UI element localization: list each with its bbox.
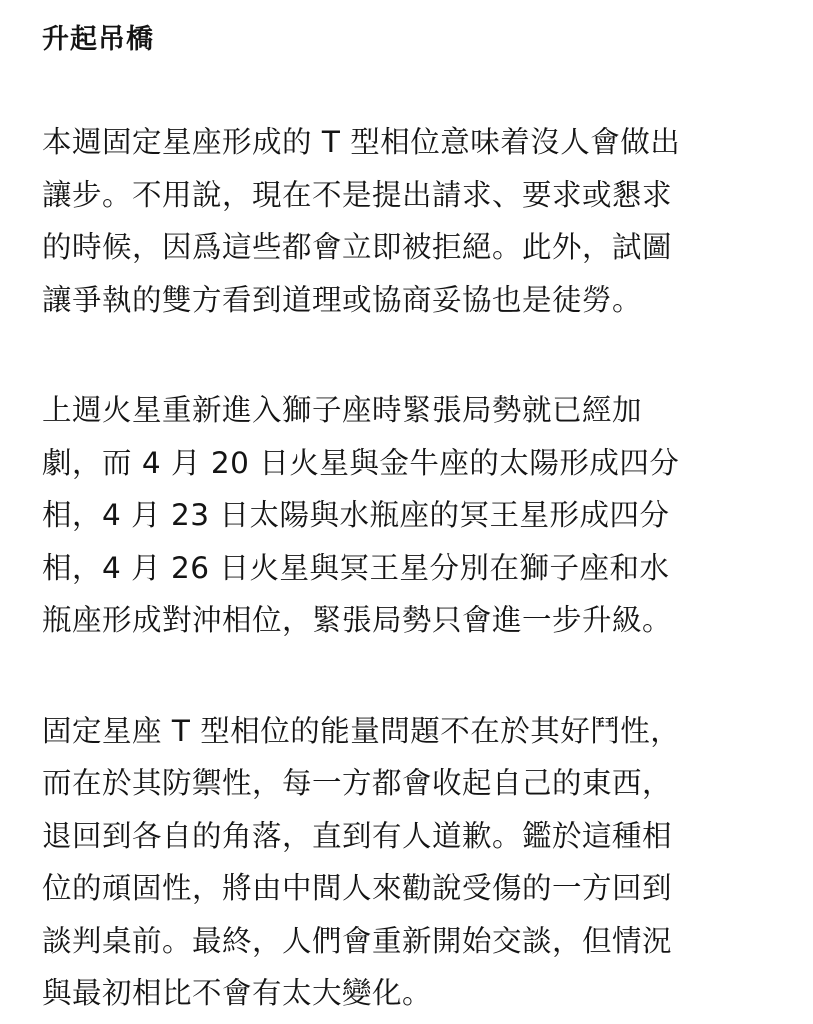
paragraph-line: 本週固定星座形成的 T 型相位意味着沒人會做出 [42, 125, 681, 159]
paragraph-line: 讓步。不用說，現在不是提出請求、要求或懇求 [42, 177, 673, 212]
paragraph-1 [42, 116, 775, 326]
paragraph-line: 固定星座 T 型相位的能量問題不在於其好鬥性， [42, 713, 681, 748]
paragraph-line: 上週火星重新進入獅子座時緊張局勢就已經加 [42, 393, 643, 427]
paragraph-line: 瓶座形成對沖相位，緊張局勢只會進一步升級。 [42, 603, 673, 637]
paragraph-line: 而在於其防禦性，每一方都會收起自己的東西， [42, 766, 673, 800]
paragraph-line: 的時候，因爲這些都會立即被拒絕。此外，試圖 [42, 230, 673, 264]
paragraph-line: 相，4 月 26 日火星與冥王星分別在獅子座和水 [42, 550, 670, 585]
article-title: 升起吊橋 [42, 24, 154, 55]
paragraph-line: 讓爭執的雙方看到道理或協商妥協也是徒勞。 [42, 282, 643, 317]
paragraph-line: 位的頑固性，將由中間人來勸說受傷的一方回到 [42, 871, 673, 905]
paragraph-line: 劇，而 4 月 20 日火星與金牛座的太陽形成四分 [42, 445, 680, 480]
paragraph-line: 相，4 月 23 日太陽與水瓶座的冥王星形成四分 [42, 498, 670, 532]
paragraph-line: 退回到各自的角落，直到有人道歉。鑑於這種相 [42, 818, 673, 853]
paragraph-line: 談判桌前。最終，人們會重新開始交談，但情況 [42, 923, 673, 958]
paragraph-line: 與最初相比不會有太大變化。 [42, 976, 433, 1010]
paragraph-3 [42, 705, 775, 1020]
paragraph-2 [42, 384, 775, 647]
